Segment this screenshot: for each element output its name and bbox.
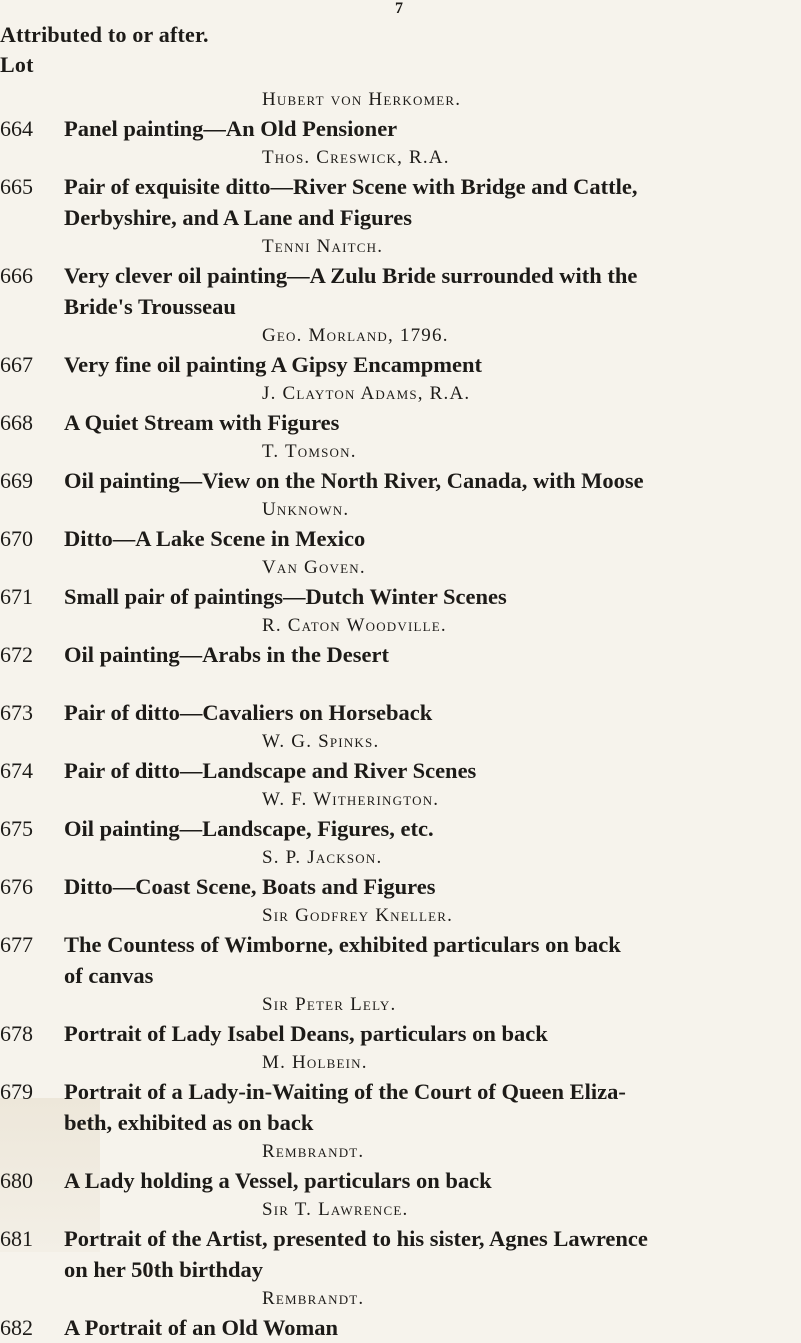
description-line: A Portrait of an Old Woman bbox=[64, 1315, 338, 1340]
lot-number: 674 bbox=[0, 758, 33, 783]
lot-number: 670 bbox=[0, 526, 33, 551]
description-line: Oil painting—View on the North River, Canada, with Moose bbox=[64, 468, 644, 493]
lot-row bbox=[0, 1223, 795, 1285]
description-line: Oil painting—Arabs in the Desert bbox=[64, 642, 390, 667]
lot-row bbox=[0, 813, 795, 844]
lot-entry bbox=[0, 438, 795, 496]
description-line: Small pair of paintings—Dutch Winter Scenes bbox=[64, 584, 507, 609]
lot-number: 678 bbox=[0, 1021, 33, 1046]
lot-list bbox=[0, 86, 795, 1343]
lot-row bbox=[0, 1018, 795, 1049]
artist-attribution: Van Goven. bbox=[262, 557, 366, 578]
section-title: Attributed to or after. bbox=[0, 22, 209, 47]
lot-number: 682 bbox=[0, 1315, 33, 1340]
description-line: Ditto—A Lake Scene in Mexico bbox=[64, 526, 366, 551]
lot-entry bbox=[0, 496, 795, 554]
lot-row bbox=[0, 465, 795, 496]
lot-entry bbox=[0, 612, 795, 670]
lot-entry bbox=[0, 670, 795, 728]
lot-description bbox=[64, 1076, 789, 1138]
description-line: beth, exhibited as on back bbox=[64, 1110, 314, 1135]
lot-description bbox=[64, 523, 789, 554]
lot-column-label: Lot bbox=[0, 52, 34, 77]
lot-entry bbox=[0, 1049, 795, 1138]
page-number: 7 bbox=[395, 0, 403, 17]
lot-number: 667 bbox=[0, 352, 33, 377]
lot-entry bbox=[0, 233, 795, 322]
description-line: A Lady holding a Vessel, particulars on back bbox=[64, 1168, 492, 1193]
lot-description bbox=[64, 697, 789, 728]
lot-number: 677 bbox=[0, 932, 33, 957]
lot-row bbox=[0, 1076, 795, 1138]
artist-attribution: Tenni Naitch. bbox=[262, 236, 384, 257]
description-line: Bride's Trousseau bbox=[64, 294, 236, 319]
lot-number: 681 bbox=[0, 1226, 33, 1251]
artist-attribution: W. F. Witherington. bbox=[262, 789, 440, 810]
lot-description bbox=[64, 465, 789, 496]
lot-entry bbox=[0, 144, 795, 233]
lot-entry bbox=[0, 1196, 795, 1285]
description-line: on her 50th birthday bbox=[64, 1257, 263, 1282]
description-line: Very clever oil painting—A Zulu Bride surrounded with the bbox=[64, 263, 638, 288]
artist-attribution bbox=[0, 670, 795, 697]
lot-entry bbox=[0, 1285, 795, 1343]
lot-description bbox=[64, 260, 789, 322]
lot-number: 673 bbox=[0, 700, 33, 725]
lot-entry bbox=[0, 554, 795, 612]
lot-row bbox=[0, 1312, 795, 1343]
lot-number: 666 bbox=[0, 263, 33, 288]
lot-description bbox=[64, 581, 789, 612]
lot-description bbox=[64, 813, 789, 844]
artist-attribution: T. Tomson. bbox=[262, 441, 357, 462]
artist-attribution: Rembrandt. bbox=[262, 1141, 365, 1162]
artist-attribution: Thos. Creswick, R.A. bbox=[262, 147, 450, 168]
artist-attribution: Unknown. bbox=[262, 499, 350, 520]
lot-entry bbox=[0, 322, 795, 380]
lot-description bbox=[64, 929, 789, 991]
lot-number: 671 bbox=[0, 584, 33, 609]
lot-entry bbox=[0, 728, 795, 786]
description-line: Very fine oil painting A Gipsy Encampment bbox=[64, 352, 482, 377]
lot-description bbox=[64, 639, 789, 670]
lot-entry bbox=[0, 1138, 795, 1196]
lot-number: 679 bbox=[0, 1079, 33, 1104]
lot-row bbox=[0, 639, 795, 670]
lot-row bbox=[0, 349, 795, 380]
artist-attribution: J. Clayton Adams, R.A. bbox=[262, 383, 471, 404]
artist-attribution: Sir Godfrey Kneller. bbox=[262, 905, 454, 926]
lot-number: 669 bbox=[0, 468, 33, 493]
lot-description bbox=[64, 407, 789, 438]
lot-description bbox=[64, 1223, 789, 1285]
artist-attribution: Geo. Morland, 1796. bbox=[262, 325, 449, 346]
lot-entry bbox=[0, 86, 795, 144]
description-line: Portrait of Lady Isabel Deans, particulars on back bbox=[64, 1021, 548, 1046]
artist-attribution: Hubert von Herkomer. bbox=[262, 89, 462, 110]
lot-row bbox=[0, 260, 795, 322]
artist-attribution: W. G. Spinks. bbox=[262, 731, 380, 752]
lot-entry bbox=[0, 786, 795, 844]
description-line: Pair of ditto—Cavaliers on Horseback bbox=[64, 700, 433, 725]
lot-number: 676 bbox=[0, 874, 33, 899]
lot-number: 680 bbox=[0, 1168, 33, 1193]
lot-description bbox=[64, 1165, 789, 1196]
catalogue-header bbox=[0, 22, 780, 78]
lot-entry bbox=[0, 991, 795, 1049]
lot-number: 675 bbox=[0, 816, 33, 841]
lot-description bbox=[64, 871, 789, 902]
lot-description bbox=[64, 1312, 789, 1343]
lot-description bbox=[64, 1018, 789, 1049]
artist-attribution: Sir T. Lawrence. bbox=[262, 1199, 409, 1220]
artist-attribution: S. P. Jackson. bbox=[262, 847, 383, 868]
lot-entry bbox=[0, 380, 795, 438]
lot-description bbox=[64, 349, 789, 380]
lot-entry bbox=[0, 902, 795, 991]
description-line: Oil painting—Landscape, Figures, etc. bbox=[64, 816, 434, 841]
description-line: Derbyshire, and A Lane and Figures bbox=[64, 205, 412, 230]
description-line: Pair of ditto—Landscape and River Scenes bbox=[64, 758, 477, 783]
description-line: of canvas bbox=[64, 963, 154, 988]
lot-description bbox=[64, 171, 789, 233]
lot-number: 672 bbox=[0, 642, 33, 667]
description-line: Portrait of the Artist, presented to his sister, Agnes Lawrence bbox=[64, 1226, 648, 1251]
artist-attribution: M. Holbein. bbox=[262, 1052, 368, 1073]
artist-attribution: Sir Peter Lely. bbox=[262, 994, 397, 1015]
description-line: The Countess of Wimborne, exhibited particulars on back bbox=[64, 932, 621, 957]
lot-row bbox=[0, 113, 795, 144]
lot-row bbox=[0, 929, 795, 991]
artist-attribution: Rembrandt. bbox=[262, 1288, 365, 1309]
lot-description bbox=[64, 113, 789, 144]
lot-entry bbox=[0, 844, 795, 902]
lot-row bbox=[0, 407, 795, 438]
lot-row bbox=[0, 871, 795, 902]
lot-row bbox=[0, 171, 795, 233]
description-line: Panel painting—An Old Pensioner bbox=[64, 116, 398, 141]
lot-row bbox=[0, 755, 795, 786]
description-line: A Quiet Stream with Figures bbox=[64, 410, 340, 435]
lot-row bbox=[0, 581, 795, 612]
description-line: Ditto—Coast Scene, Boats and Figures bbox=[64, 874, 436, 899]
description-line: Pair of exquisite ditto—River Scene with Bridge and Cattle, bbox=[64, 174, 638, 199]
lot-number: 664 bbox=[0, 116, 33, 141]
lot-number: 668 bbox=[0, 410, 33, 435]
lot-row bbox=[0, 697, 795, 728]
lot-row bbox=[0, 1165, 795, 1196]
lot-number: 665 bbox=[0, 174, 33, 199]
artist-attribution: R. Caton Woodville. bbox=[262, 615, 447, 636]
lot-row bbox=[0, 523, 795, 554]
description-line: Portrait of a Lady-in-Waiting of the Court of Queen Eliza- bbox=[64, 1079, 626, 1104]
lot-description bbox=[64, 755, 789, 786]
